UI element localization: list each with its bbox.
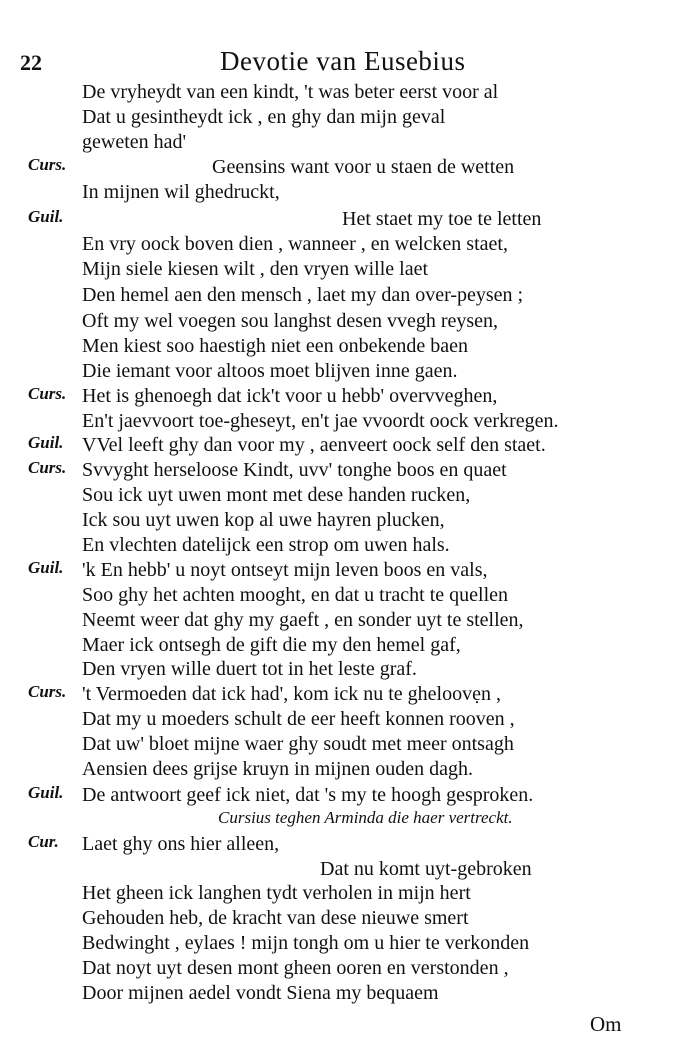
speaker-label: Curs.	[28, 458, 67, 477]
verse-line-text: Soo ghy het achten mooght, en dat u tracht te quellen	[82, 584, 508, 606]
verse-line	[0, 334, 674, 358]
speaker-label: Guil.	[28, 783, 64, 802]
verse-line	[0, 309, 674, 333]
verse-line	[0, 931, 674, 955]
catchword: Om	[590, 1012, 622, 1036]
verse-line	[0, 832, 674, 856]
verse-line-text: De antwoort geef ick niet, dat 's my te hoogh gesproken.	[82, 784, 534, 806]
verse-line	[0, 956, 674, 980]
verse-line-text: In mijnen wil ghedruckt,	[82, 181, 280, 203]
verse-line	[0, 906, 674, 930]
speaker-label: Cur.	[28, 832, 59, 851]
verse-line	[0, 155, 674, 179]
verse-line	[0, 757, 674, 781]
verse-line	[0, 808, 674, 832]
verse-line-text: Gehouden heb, de kracht van dese nieuwe smert	[82, 907, 469, 929]
verse-line-text: 't Vermoeden dat ick had', kom ick nu te gheloovẹn ,	[82, 683, 501, 705]
verse-line	[0, 283, 674, 307]
verse-line-text: Laet ghy ons hier alleen,	[82, 833, 280, 855]
verse-line	[0, 783, 674, 807]
verse-line	[0, 105, 674, 129]
verse-line-text: Het staet my toe te letten	[342, 208, 542, 230]
verse-line-text: geweten had'	[82, 131, 187, 153]
verse-line	[0, 257, 674, 281]
verse-line	[0, 583, 674, 607]
page-number: 22	[20, 50, 42, 75]
verse-line-text: Het gheen ick langhen tydt verholen in mijn hert	[82, 882, 471, 904]
verse-line-text: De vryheydt van een kindt, 't was beter eerst voor al	[82, 81, 499, 103]
verse-line-text: En vry oock boven dien , wanneer , en welcken staet,	[82, 233, 508, 255]
verse-line	[0, 207, 674, 231]
verse-line-text: Neemt weer dat ghy my gaeft , en sonder uyt te stellen,	[82, 609, 524, 631]
verse-line-text: Dat uw' bloet mijne waer ghy soudt met meer ontsagh	[82, 733, 514, 755]
speaker-label: Guil.	[28, 207, 64, 226]
verse-line	[0, 857, 674, 881]
verse-line	[0, 732, 674, 756]
verse-line-text: Geensins want voor u staen de wetten	[212, 156, 515, 178]
verse-line	[0, 359, 674, 383]
verse-line-text: Dat nu komt uyt-gebroken	[320, 858, 532, 880]
verse-line-text: Sou ick uyt uwen mont met dese handen rucken,	[82, 484, 471, 506]
verse-line-text: Aensien dees grijse kruyn in mijnen ouden dagh.	[82, 758, 474, 780]
speaker-label: Curs.	[28, 384, 67, 403]
verse-line-text: Bedwinght , eylaes ! mijn tongh om u hier te verkonden	[82, 932, 530, 954]
verse-line	[0, 608, 674, 632]
page-header	[20, 46, 640, 78]
verse-line-text: Svvyght herseloose Kindt, uvv' tonghe boos en quaet	[82, 459, 507, 481]
verse-line	[0, 508, 674, 532]
verse-line-text: Die iemant voor altoos moet blijven inne gaen.	[82, 360, 458, 382]
verse-line-text: Door mijnen aedel vondt Siena my bequaem	[82, 982, 439, 1004]
verse-line	[0, 80, 674, 104]
verse-line	[0, 633, 674, 657]
verse-line	[0, 533, 674, 557]
speaker-label: Curs.	[28, 682, 67, 701]
verse-line-text: Dat noyt uyt desen mont gheen ooren en verstonden ,	[82, 957, 509, 979]
verse-line	[0, 981, 674, 1005]
verse-line	[0, 657, 674, 681]
speaker-label: Curs.	[28, 155, 67, 174]
stage-direction: Cursius teghen Arminda die haer vertreckt.	[218, 808, 513, 827]
verse-line	[0, 180, 674, 204]
verse-line-text: Mijn siele kiesen wilt , den vryen wille laet	[82, 258, 429, 280]
verse-line-text: En't jaevvoort toe-gheseyt, en't jae vvoordt oock verkregen.	[82, 410, 559, 432]
verse-line	[0, 409, 674, 433]
verse-line	[0, 707, 674, 731]
verse-line	[0, 130, 674, 154]
verse-line	[0, 682, 674, 706]
verse-line-text: Oft my wel voegen sou langhst desen vvegh reysen,	[82, 310, 499, 332]
verse-line-text: Dat u gesintheydt ick , en ghy dan mijn geval	[82, 106, 446, 128]
verse-line-text: 'k En hebb' u noyt ontseyt mijn leven boos en vals,	[82, 559, 488, 581]
speaker-label: Guil.	[28, 433, 64, 452]
verse-line-text: Ick sou uyt uwen kop al uwe hayren plucken,	[82, 509, 445, 531]
running-title: Devotie van Eusebius	[220, 46, 466, 76]
verse-line-text: Den hemel aen den mensch , laet my dan over-peysen ;	[82, 284, 524, 306]
speaker-label: Guil.	[28, 558, 64, 577]
verse-line-text: VVel leeft ghy dan voor my , aenveert oock self den staet.	[82, 434, 546, 456]
verse-line-text: Den vryen wille duert tot in het leste graf.	[82, 658, 417, 680]
verse-line-text: Men kiest soo haestigh niet een onbekende baen	[82, 335, 468, 357]
verse-line	[0, 881, 674, 905]
verse-line	[0, 232, 674, 256]
verse-line-text: Dat my u moeders schult de eer heeft konnen rooven ,	[82, 708, 515, 730]
verse-line	[0, 433, 674, 457]
verse-line-text: Het is ghenoegh dat ick't voor u hebb' overvveghen,	[82, 385, 498, 407]
verse-line-text: En vlechten datelijck een strop om uwen hals.	[82, 534, 450, 556]
verse-line-text: Maer ick ontsegh de gift die my den hemel gaf,	[82, 634, 461, 656]
verse-line	[0, 558, 674, 582]
verse-line	[0, 384, 674, 408]
verse-line	[0, 483, 674, 507]
verse-line	[0, 458, 674, 482]
